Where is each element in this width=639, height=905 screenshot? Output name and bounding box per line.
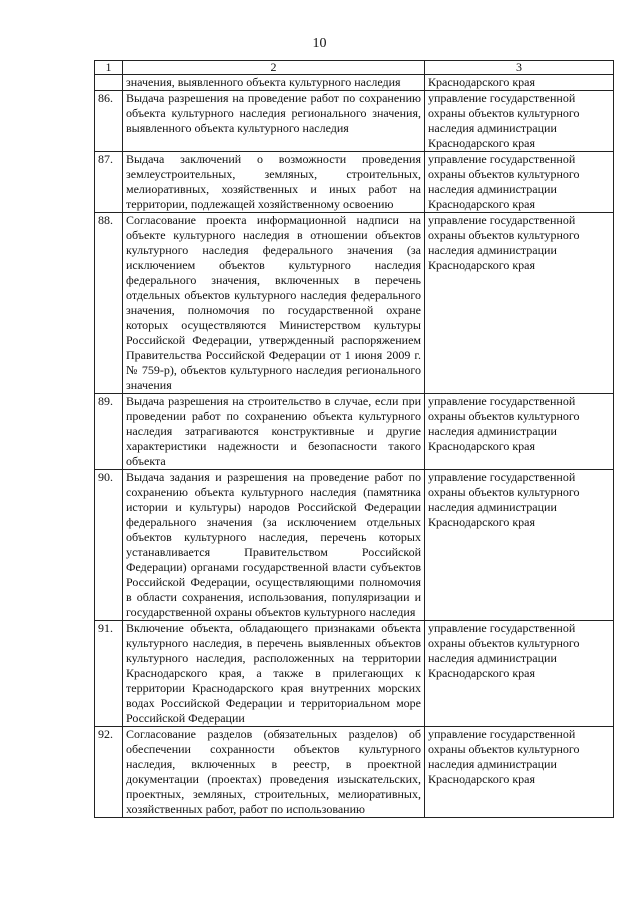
services-table — [94, 60, 614, 818]
table-row — [95, 394, 614, 470]
row-number: 92. — [95, 727, 123, 818]
responsible-authority: Краснодарского края — [425, 75, 614, 91]
service-description: Выдача заключений о возможности проведения землеустроительных, земляных, строительных, мелиоративных, хозяйственных и иных работ на территории, подлежащей хозяйственному освоению — [123, 152, 425, 213]
responsible-authority: управление государственной охраны объектов культурного наследия администрации Краснодарского края — [425, 152, 614, 213]
row-number: 87. — [95, 152, 123, 213]
table-row — [95, 91, 614, 152]
table-header-row — [95, 61, 614, 75]
table-row — [95, 727, 614, 818]
column-header-authority: 3 — [425, 61, 614, 75]
table-row — [95, 152, 614, 213]
service-description: Включение объекта, обладающего признаками объекта культурного наследия, в перечень выявленных объектов культурного наследия, расположенных на территории Краснодарского края, а также в прилегающих к территории Краснодарского края внутренних морских водах Российской Федерации и территориальном море Российской Федерации — [123, 621, 425, 727]
table-row — [95, 213, 614, 394]
table-row — [95, 75, 614, 91]
responsible-authority: управление государственной охраны объектов культурного наследия администрации Краснодарского края — [425, 394, 614, 470]
service-description: Выдача разрешения на строительство в случае, если при проведении работ по сохранению объекта культурного наследия затрагиваются конструктивные и другие характеристики надежности и безопасности такого объекта — [123, 394, 425, 470]
column-header-service: 2 — [123, 61, 425, 75]
responsible-authority: управление государственной охраны объектов культурного наследия администрации Краснодарского края — [425, 470, 614, 621]
responsible-authority: управление государственной охраны объектов культурного наследия администрации Краснодарского края — [425, 91, 614, 152]
row-number: 88. — [95, 213, 123, 394]
page-number: 10 — [312, 36, 327, 51]
row-number: 90. — [95, 470, 123, 621]
service-description: Выдача разрешения на проведение работ по сохранению объекта культурного наследия регионального значения, выявленного объекта культурного наследия — [123, 91, 425, 152]
table-row — [95, 621, 614, 727]
row-number: 89. — [95, 394, 123, 470]
service-description: Согласование проекта информационной надписи на объекте культурного наследия в отношении объектов культурного наследия федерального значения (за исключением объектов культурного наследия федерального значения, включенных в перечень отдельных объектов культурного наследия федерального значения, полномочия по государственной охране которых осуществляются Министерством культуры Российской Федерации, утвержденный распоряжением Правительства Российской Федерации от 1 июня 2009 г. № 759-р), объектов культурного наследия регионального значения — [123, 213, 425, 394]
row-number — [95, 75, 123, 91]
service-description: Согласование разделов (обязательных разделов) об обеспечении сохранности объектов культурного наследия, включенных в реестр, в проектной документации (проектах) проведения изыскательских, проектных, земляных, строительных, мелиоративных, хозяйственных работ, работ по использованию — [123, 727, 425, 818]
table-row — [95, 470, 614, 621]
responsible-authority: управление государственной охраны объектов культурного наследия администрации Краснодарского края — [425, 621, 614, 727]
service-description: значения, выявленного объекта культурного наследия — [123, 75, 425, 91]
responsible-authority: управление государственной охраны объектов культурного наследия администрации Краснодарского края — [425, 213, 614, 394]
responsible-authority: управление государственной охраны объектов культурного наследия администрации Краснодарского края — [425, 727, 614, 818]
service-description: Выдача задания и разрешения на проведение работ по сохранению объекта культурного наследия (памятника истории и культуры) народов Российской Федерации федерального значения (за исключением отдельных объектов культурного наследия, перечень которых устанавливается Правительством Российской Федерации) органами государственной власти субъектов Российской Федерации, осуществляющими полномочия в области сохранения, использования, популяризации и государственной охраны объектов культурного наследия — [123, 470, 425, 621]
row-number: 91. — [95, 621, 123, 727]
row-number: 86. — [95, 91, 123, 152]
column-header-number: 1 — [95, 61, 123, 75]
